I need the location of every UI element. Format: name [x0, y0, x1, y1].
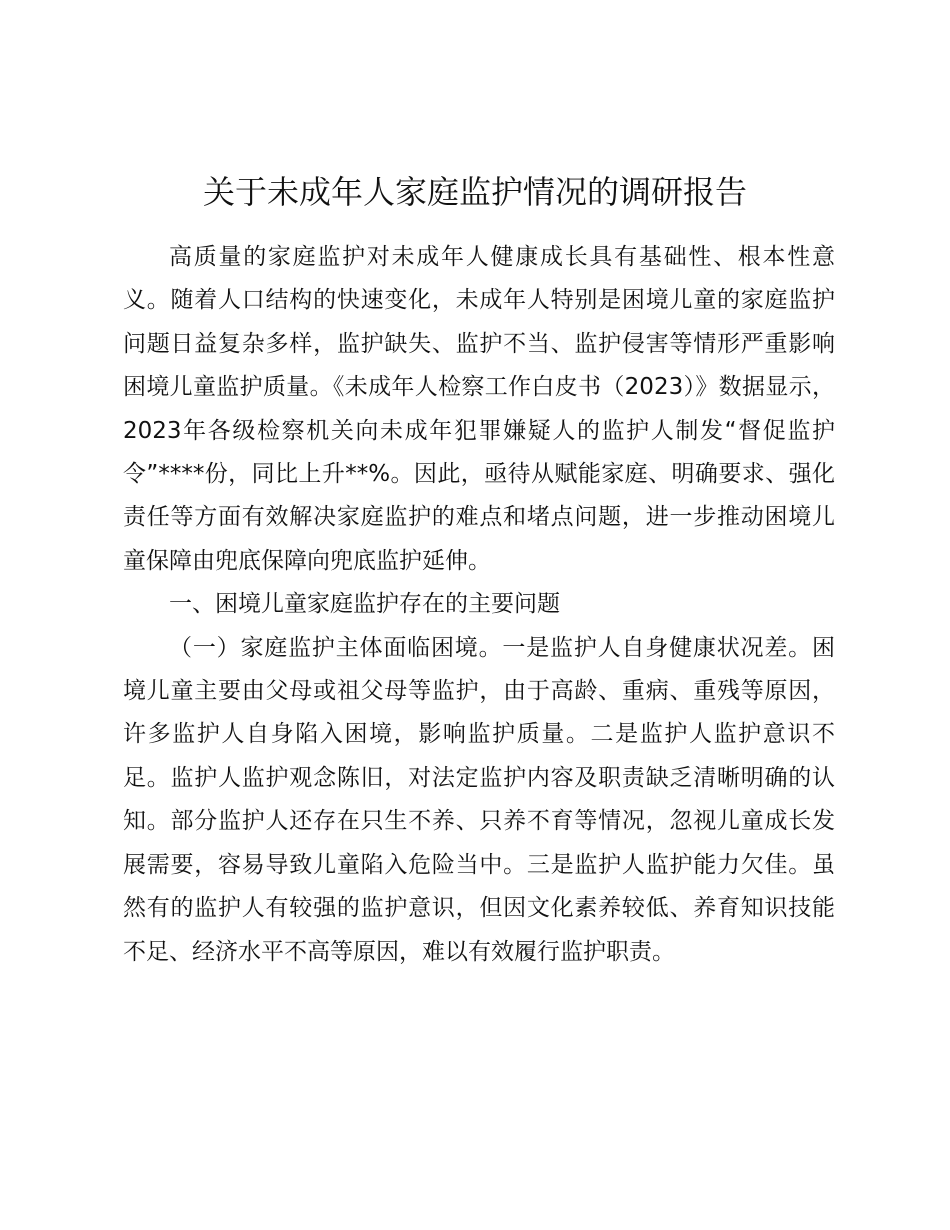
section-heading: 一、困境儿童家庭监护存在的主要问题 — [169, 591, 560, 618]
intro-paragraph: 高质量的家庭监护对未成年人健康成长具有基础性、根本性意义。随着人口结构的快速变化，未成年人特别是困境儿童的家庭监护问题日益复杂多样，监护缺失、监护不当、监护侵害等情形严重影响困境儿童监护质量。《未成年人检察工作白皮书（2023）》数据显示，2023年各级检察机关向未成年犯罪嫌疑人的监护人制发“督促监护令”****份，同比上升**%。因此，亟待从赋能家庭、明确要求、强化责任等方面有效解决家庭监护的难点和堵点问题，进一步推动困境儿童保障由兜底保障向兜底监护延伸。 — [123, 244, 835, 574]
document-title: 关于未成年人家庭监护情况的调研报告 — [202, 173, 747, 211]
subsection-paragraph: （一）家庭监护主体面临困境。一是监护人自身健康状况差。困境儿童主要由父母或祖父母等监护，由于高龄、重病、重残等原因，许多监护人自身陷入困境，影响监护质量。二是监护人监护意识不足。监护人监护观念陈旧，对法定监护内容及职责缺乏清晰明确的认知。部分监护人还存在只生不养、只养不育等情况，忽视儿童成长发展需要，容易导致儿童陷入危险当中。三是监护人监护能力欠佳。虽然有的监护人有较强的监护意识，但因文化素养较低、养育知识技能不足、经济水平不高等原因，难以有效履行监护职责。 — [123, 634, 835, 965]
document-body — [123, 236, 835, 974]
